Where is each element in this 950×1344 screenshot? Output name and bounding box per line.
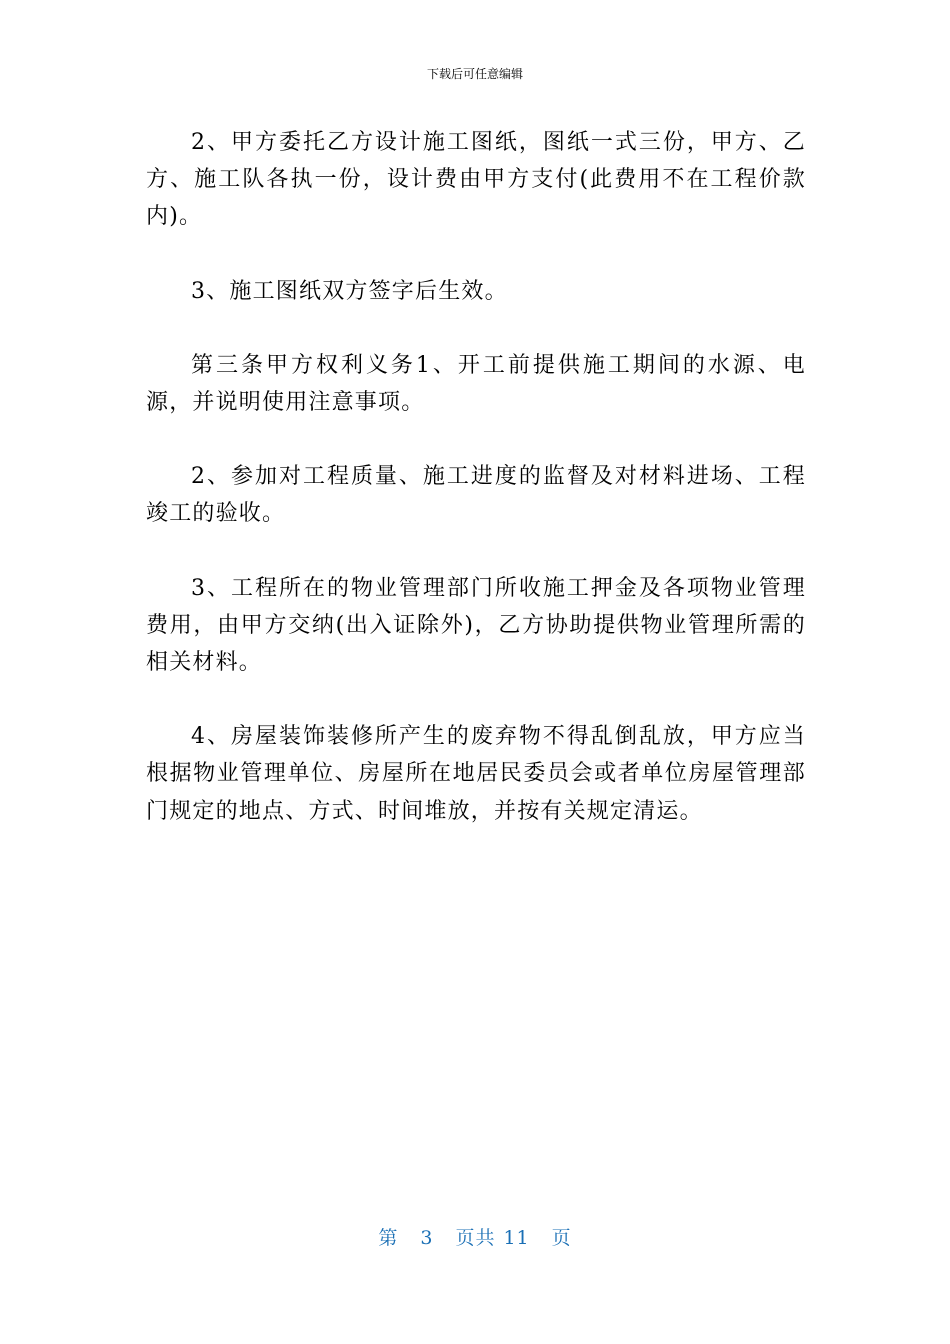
footer-prefix: 第	[378, 1227, 399, 1249]
paragraph-waste-disposal: 4、房屋装饰装修所产生的废弃物不得乱倒乱放，甲方应当根据物业管理单位、房屋所在地居民委员会或者单位房屋管理部门规定的地点、方式、时间堆放，并按有关规定清运。	[146, 724, 806, 824]
paragraph-drawings-effective: 3、施工图纸双方签字后生效。	[191, 278, 508, 304]
paragraph-party-a-rights: 第三条甲方权利义务1、开工前提供施工期间的水源、电源，并说明使用注意事项。	[146, 352, 806, 416]
footer-total-pages: 11	[503, 1227, 530, 1249]
footer-current-page: 3	[420, 1227, 434, 1249]
paragraph-property-fees: 3、工程所在的物业管理部门所收施工押金及各项物业管理费用，由甲方交纳(出入证除外)，乙方协助提供物业管理所需的相关材料。	[146, 575, 806, 676]
document-body	[146, 124, 806, 830]
footer-suffix: 页	[551, 1227, 572, 1249]
paragraph-design-drawings: 2、甲方委托乙方设计施工图纸，图纸一式三份，甲方、乙方、施工队各执一份，设计费由甲方支付(此费用不在工程价款内)。	[146, 130, 806, 230]
paragraph-supervision: 2、参加对工程质量、施工进度的监督及对材料进场、工程竣工的验收。	[146, 464, 806, 527]
footer-middle: 页共	[455, 1227, 496, 1249]
header-text: 下载后可任意编辑	[426, 67, 523, 81]
page-header	[0, 66, 950, 82]
page-footer	[0, 1226, 950, 1250]
